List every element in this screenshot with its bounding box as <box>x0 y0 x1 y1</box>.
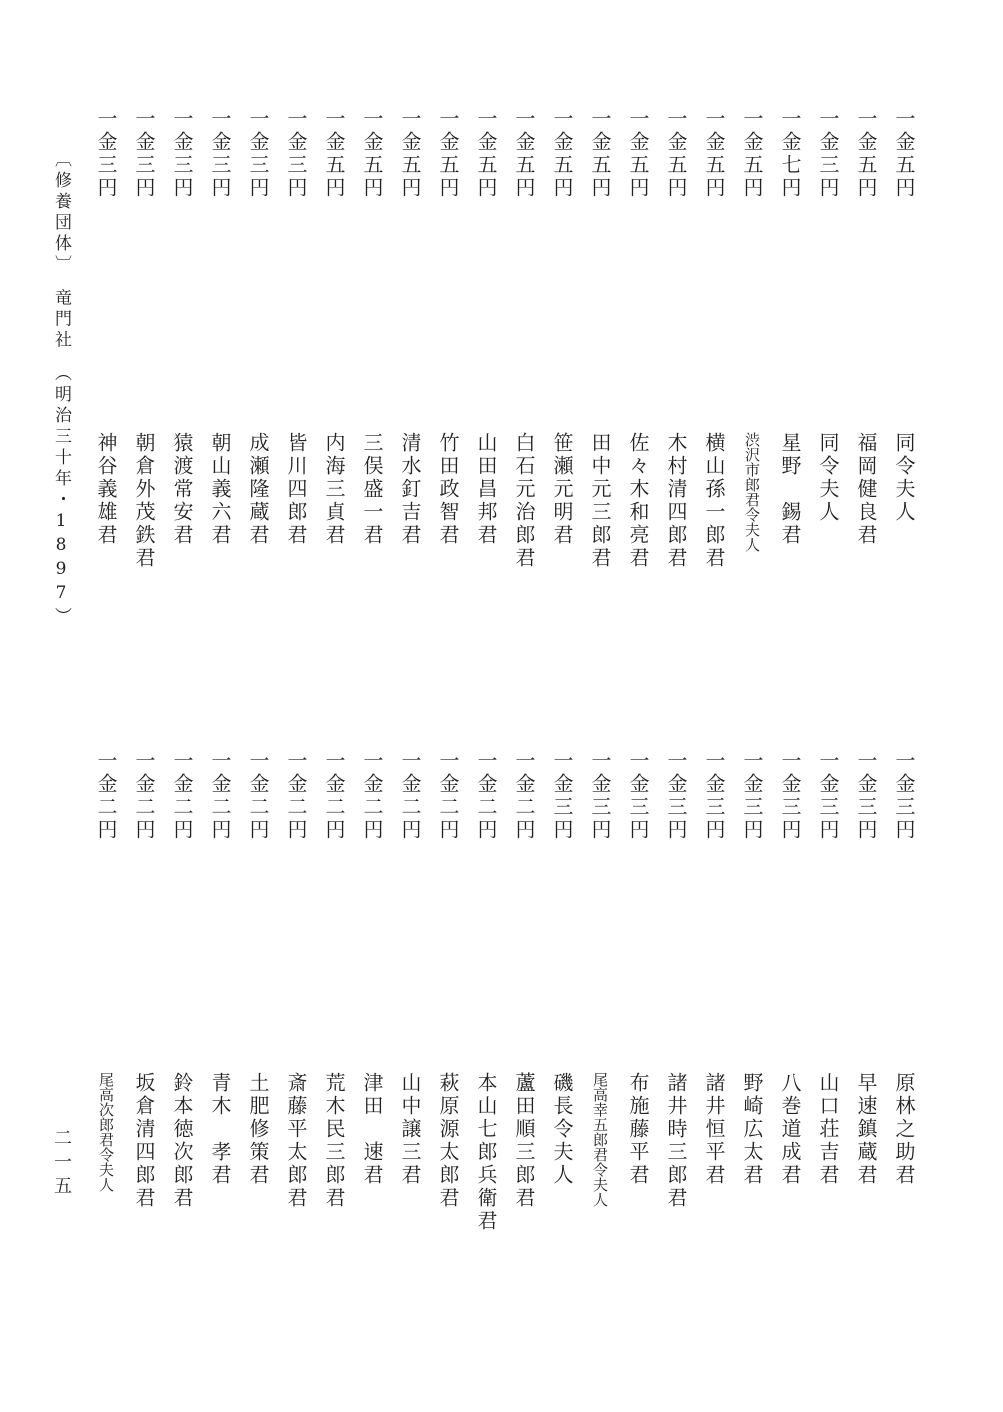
upper-name: 朝倉外茂鉄君 <box>132 432 156 570</box>
lower-amount: 一金二円 <box>170 750 194 842</box>
lower-name: 山中譲三君 <box>398 1072 422 1187</box>
upper-name: 清水釘吉君 <box>398 432 422 547</box>
lower-amount: 一金三円 <box>664 750 688 842</box>
upper-amount: 一金五円 <box>626 108 650 200</box>
lower-name: 布施藤平君 <box>626 1072 650 1187</box>
upper-name: 星野 錫君 <box>778 432 802 547</box>
upper-name: 笹瀬元明君 <box>550 432 574 547</box>
upper-amount: 一金五円 <box>588 108 612 200</box>
lower-name: 斎藤平太郎君 <box>284 1072 308 1210</box>
lower-name: 土肥修策君 <box>246 1072 270 1187</box>
upper-amount: 一金五円 <box>740 108 764 200</box>
lower-amount: 一金二円 <box>132 750 156 842</box>
lower-name: 荒木民三郎君 <box>322 1072 346 1210</box>
lower-name: 諸井時三郎君 <box>664 1072 688 1210</box>
upper-name: 猿渡常安君 <box>170 432 194 547</box>
lower-name: 鈴本徳次郎君 <box>170 1072 194 1210</box>
lower-amount: 一金二円 <box>322 750 346 842</box>
upper-name: 渋沢市郎君令夫人 <box>743 432 761 552</box>
upper-name: 竹田政智君 <box>436 432 460 547</box>
page-header: 〔修養団体〕 竜門社 （明治三十年・1897） <box>51 150 71 628</box>
upper-amount: 一金五円 <box>322 108 346 200</box>
upper-amount: 一金三円 <box>246 108 270 200</box>
lower-name: 野崎広太君 <box>740 1072 764 1187</box>
lower-name: 原林之助君 <box>892 1072 916 1187</box>
lower-amount: 一金三円 <box>626 750 650 842</box>
lower-amount: 一金三円 <box>588 750 612 842</box>
upper-name: 白石元治郎君 <box>512 432 536 570</box>
lower-name: 山口荘吉君 <box>816 1072 840 1187</box>
upper-name: 内海三貞君 <box>322 432 346 547</box>
lower-amount: 一金三円 <box>892 750 916 842</box>
lower-name: 本山七郎兵衛君 <box>474 1072 498 1233</box>
upper-name: 同令夫人 <box>892 432 916 524</box>
upper-amount: 一金七円 <box>778 108 802 200</box>
lower-amount: 一金三円 <box>740 750 764 842</box>
lower-name: 磯長令夫人 <box>550 1072 574 1187</box>
upper-name: 木村清四郎君 <box>664 432 688 570</box>
upper-name: 横山孫一郎君 <box>702 432 726 570</box>
lower-name: 八巻道成君 <box>778 1072 802 1187</box>
lower-name: 青木 孝君 <box>208 1072 232 1187</box>
upper-amount: 一金五円 <box>550 108 574 200</box>
lower-amount: 一金二円 <box>94 750 118 842</box>
upper-amount: 一金五円 <box>360 108 384 200</box>
upper-name: 佐々木和亮君 <box>626 432 650 570</box>
lower-amount: 一金三円 <box>816 750 840 842</box>
upper-amount: 一金三円 <box>816 108 840 200</box>
lower-name: 諸井恒平君 <box>702 1072 726 1187</box>
lower-name: 津田 速君 <box>360 1072 384 1187</box>
upper-name: 山田昌邦君 <box>474 432 498 547</box>
upper-amount: 一金五円 <box>512 108 536 200</box>
lower-name: 坂倉清四郎君 <box>132 1072 156 1210</box>
lower-amount: 一金二円 <box>208 750 232 842</box>
lower-amount: 一金二円 <box>436 750 460 842</box>
lower-name: 尾高次郎君令夫人 <box>97 1072 115 1192</box>
lower-amount: 一金三円 <box>550 750 574 842</box>
upper-name: 同令夫人 <box>816 432 840 524</box>
page-number: 二一五 <box>51 1128 72 1200</box>
upper-amount: 一金五円 <box>892 108 916 200</box>
upper-amount: 一金五円 <box>854 108 878 200</box>
lower-amount: 一金三円 <box>702 750 726 842</box>
upper-name: 朝山義六君 <box>208 432 232 547</box>
lower-amount: 一金三円 <box>854 750 878 842</box>
upper-amount: 一金三円 <box>170 108 194 200</box>
upper-name: 皆川四郎君 <box>284 432 308 547</box>
upper-amount: 一金三円 <box>94 108 118 200</box>
lower-amount: 一金二円 <box>360 750 384 842</box>
upper-name: 田中元三郎君 <box>588 432 612 570</box>
upper-name: 神谷義雄君 <box>94 432 118 547</box>
lower-amount: 一金二円 <box>398 750 422 842</box>
lower-name: 蘆田順三郎君 <box>512 1072 536 1210</box>
upper-amount: 一金三円 <box>284 108 308 200</box>
upper-amount: 一金三円 <box>132 108 156 200</box>
upper-amount: 一金三円 <box>208 108 232 200</box>
upper-amount: 一金五円 <box>474 108 498 200</box>
lower-amount: 一金二円 <box>284 750 308 842</box>
lower-amount: 一金二円 <box>474 750 498 842</box>
lower-name: 萩原源太郎君 <box>436 1072 460 1210</box>
upper-amount: 一金五円 <box>664 108 688 200</box>
upper-name: 福岡健良君 <box>854 432 878 547</box>
lower-name: 早速鎮蔵君 <box>854 1072 878 1187</box>
lower-amount: 一金三円 <box>778 750 802 842</box>
upper-amount: 一金五円 <box>398 108 422 200</box>
upper-amount: 一金五円 <box>702 108 726 200</box>
upper-name: 三俣盛一君 <box>360 432 384 547</box>
lower-amount: 一金二円 <box>512 750 536 842</box>
upper-name: 成瀬隆蔵君 <box>246 432 270 547</box>
lower-name: 尾高幸五郎君令夫人 <box>591 1072 609 1207</box>
upper-amount: 一金五円 <box>436 108 460 200</box>
lower-amount: 一金二円 <box>246 750 270 842</box>
